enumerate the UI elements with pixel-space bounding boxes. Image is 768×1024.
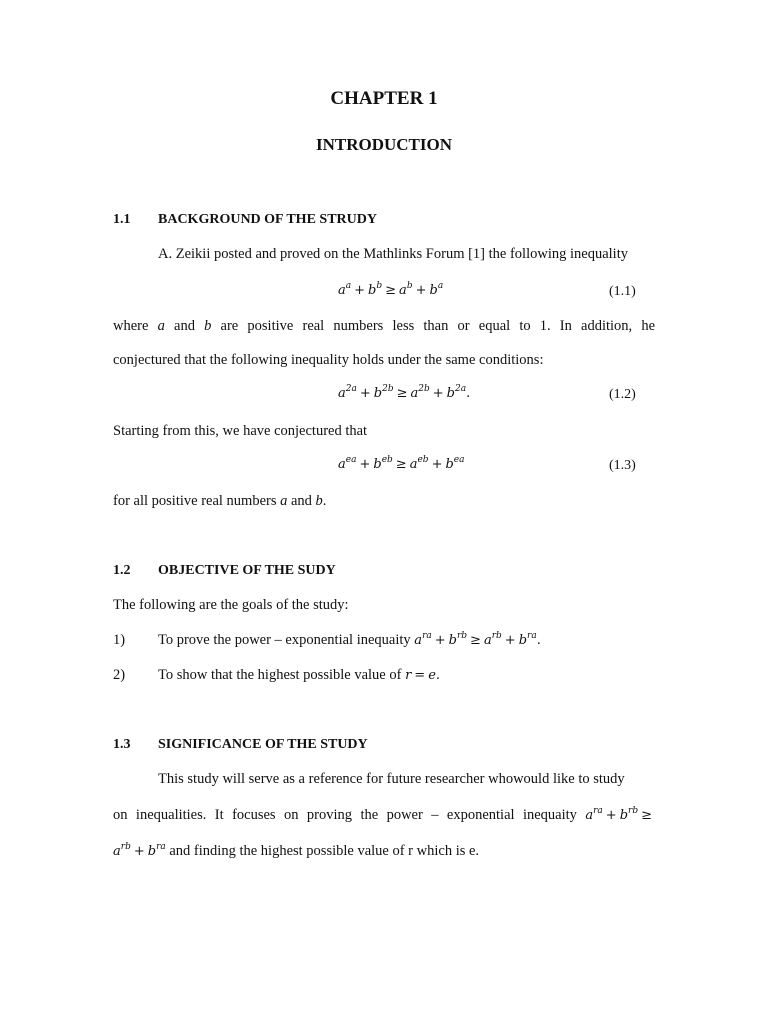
- section-title: BACKGROUND OF THE STRUDY: [158, 212, 377, 227]
- chapter-label: CHAPTER 1: [330, 88, 438, 109]
- list-item: To prove the power – exponential inequaity $a^{ra} + b^{rb} \ge a^{rb} + b^{ra}$.: [158, 631, 541, 648]
- section-title: SIGNIFICANCE OF THE STUDY: [158, 737, 368, 752]
- paragraph: where a and b are positive real numbers less than or equal to 1. In addition, he: [113, 318, 656, 334]
- paragraph: A. Zeikii posted and proved on the Mathlinks Forum [1] the following inequality: [158, 246, 628, 262]
- paragraph: Starting from this, we have conjectured that: [113, 423, 368, 439]
- equation-number: (1.2): [609, 387, 636, 402]
- section-title: OBJECTIVE OF THE SUDY: [158, 563, 336, 578]
- section-number: 1.1: [113, 212, 131, 227]
- list-item-number: 2): [113, 667, 126, 683]
- equation-1-3: $a^{ea} + b^{eb} \ge a^{eb} + b^{ea}$: [338, 455, 465, 472]
- paragraph: The following are the goals of the study:: [113, 597, 349, 613]
- chapter-title: INTRODUCTION: [315, 135, 453, 154]
- equation-1-2: $a^{2a} + b^{2b} \ge a^{2b} + b^{2a}$.: [338, 384, 471, 401]
- equation-1-1: $a^a + b^b \ge a^b + b^a$: [338, 281, 444, 298]
- section-number: 1.2: [113, 563, 131, 578]
- paragraph: $a^{rb} + b^{ra}$ and finding the highest possible value of r which is e.: [113, 842, 480, 859]
- list-item: To show that the highest possible value of r = e.: [158, 667, 441, 683]
- equation-number: (1.3): [609, 458, 636, 473]
- paragraph: conjectured that the following inequality holds under the same conditions:: [113, 352, 544, 368]
- paragraph: on inequalities. It focuses on proving the power – exponential inequaity $a^{ra} + b^{rb}$ ≥: [113, 806, 653, 823]
- paragraph: This study will serve as a reference for future researcher whowould like to study: [158, 771, 625, 787]
- list-item-number: 1): [113, 632, 126, 648]
- paragraph: for all positive real numbers a and b.: [113, 493, 327, 509]
- equation-number: (1.1): [609, 284, 636, 299]
- section-number: 1.3: [113, 737, 131, 752]
